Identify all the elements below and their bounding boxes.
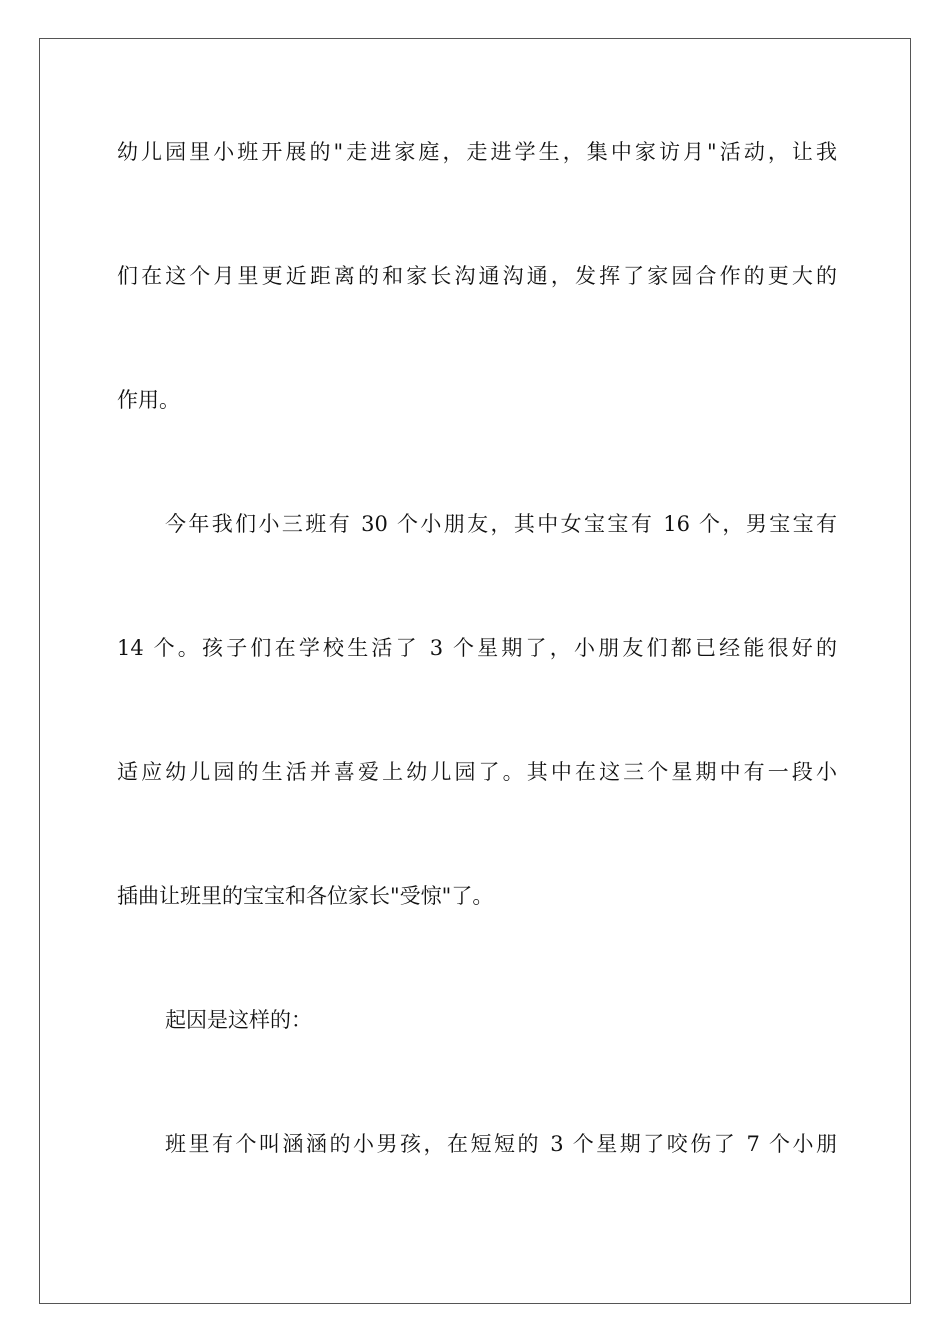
paragraph-4-line-1: 班里有个叫涵涵的小男孩，在短短的 3 个星期了咬伤了 7 个小朋 (165, 1132, 837, 1156)
paragraph-2-line-3: 适应幼儿园的生活并喜爱上幼儿园了。其中在这三个星期中有一段小 (117, 760, 837, 784)
paragraph-1-line-1: 幼儿园里小班开展的"走进家庭，走进学生，集中家访月"活动，让我 (117, 140, 837, 164)
paragraph-1-line-2: 们在这个月里更近距离的和家长沟通沟通，发挥了家园合作的更大的 (117, 264, 837, 288)
page-border (39, 38, 911, 1304)
paragraph-3-line-1: 起因是这样的： (165, 1008, 312, 1032)
paragraph-2-line-2: 14 个。孩子们在学校生活了 3 个星期了，小朋友们都已经能很好的 (117, 636, 837, 660)
paragraph-2-line-1: 今年我们小三班有 30 个小朋友，其中女宝宝有 16 个，男宝宝有 (165, 512, 837, 536)
paragraph-2-line-4: 插曲让班里的宝宝和各位家长"受惊"了。 (117, 884, 494, 908)
paragraph-1-line-3: 作用。 (117, 388, 180, 412)
